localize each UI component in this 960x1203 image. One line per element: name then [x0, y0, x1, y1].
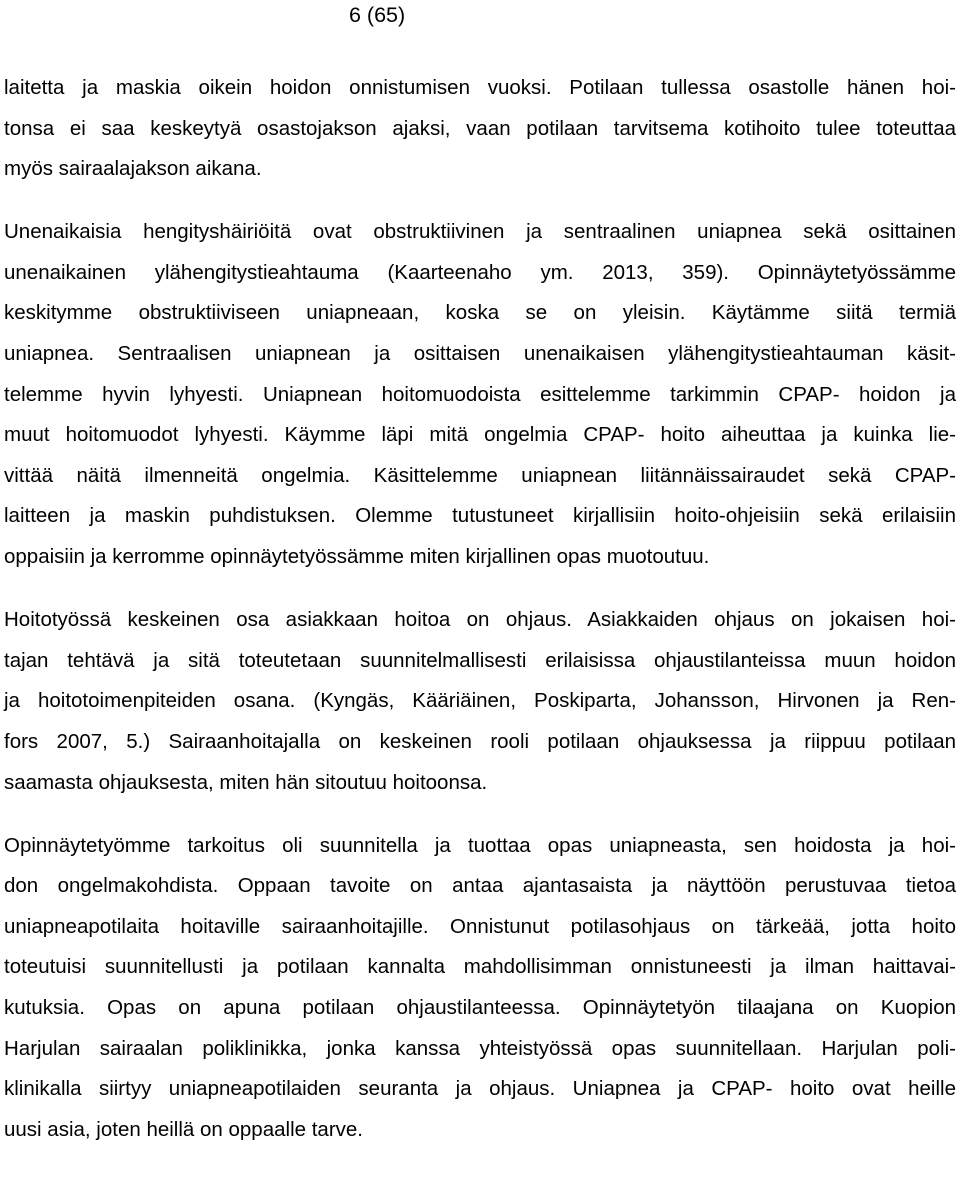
text-line: vittää näitä ilmenneitä ongelmia. Käsittelemme uniapnean liitännäissairaudet sekä CPAP- [4, 463, 956, 487]
text-line: laitetta ja maskia oikein hoidon onnistumisen vuoksi. Potilaan tullessa osastolle hänen hoi- [4, 76, 956, 99]
text-line: uniapneapotilaita hoitaville sairaanhoitajille. Onnistunut potilasohjaus on tärkeää, jotta hoito [4, 914, 956, 938]
text-line: tajan tehtävä ja sitä toteutetaan suunnitelmallisesti erilaisissa ohjaustilanteissa muun hoidon [4, 648, 956, 672]
document-body [4, 68, 956, 1150]
paragraph-1 [4, 68, 956, 190]
text-line: toteutuisi suunnitellusti ja potilaan kannalta mahdollisimman onnistuneesti ja ilman haittavai- [4, 955, 956, 979]
text-line: uusi asia, joten heillä on oppaalle tarve. [4, 1117, 363, 1141]
text-line: unenaikainen ylähengitystieahtauma (Kaarteenaho ym. 2013, 359). Opinnäytetyössämme [4, 260, 956, 284]
text-line: telemme hyvin lyhyesti. Uniapnean hoitomuodoista esittelemme tarkimmin CPAP- hoidon ja [4, 382, 956, 406]
paragraph-4 [4, 826, 956, 1151]
text-line: fors 2007, 5.) Sairaanhoitajalla on keskeinen rooli potilaan ohjauksessa ja riippuu potilaan [4, 729, 956, 753]
text-line: saamasta ohjauksesta, miten hän sitoutuu hoitoonsa. [4, 770, 488, 794]
text-line: Unenaikaisia hengityshäiriöitä ovat obstruktiivinen ja sentraalinen uniapnea sekä osittainen [4, 220, 956, 244]
text-line: laitteen ja maskin puhdistuksen. Olemme tutustuneet kirjallisiin hoito-ohjeisiin sekä erilaisiin [4, 504, 956, 528]
text-line: don ongelmakohdista. Oppaan tavoite on antaa ajantasaista ja näyttöön perustuvaa tietoa [4, 874, 956, 898]
paragraph-3 [4, 600, 956, 803]
text-line: uniapnea. Sentraalisen uniapnean ja osittaisen unenaikaisen ylähengitystieahtauman käsit- [4, 342, 956, 366]
page-number: 6 (65) [349, 3, 406, 27]
text-line: myös sairaalajakson aikana. [4, 157, 262, 181]
text-line: kutuksia. Opas on apuna potilaan ohjaustilanteessa. Opinnäytetyön tilaajana on Kuopion [4, 995, 956, 1019]
text-line: oppaisiin ja kerromme opinnäytetyössämme miten kirjallinen opas muotoutuu. [4, 545, 710, 569]
text-line: ja hoitotoimenpiteiden osana. (Kyngäs, Kääriäinen, Poskiparta, Johansson, Hirvonen ja Ren- [4, 689, 956, 713]
text-line: Opinnäytetyömme tarkoitus oli suunnitella ja tuottaa opas uniapneasta, sen hoidosta ja hoi- [4, 833, 956, 857]
paragraph-2 [4, 212, 956, 577]
text-line: klinikalla siirtyy uniapneapotilaiden seuranta ja ohjaus. Uniapnea ja CPAP- hoito ovat heille [4, 1077, 956, 1101]
text-line: keskitymme obstruktiiviseen uniapneaan, koska se on yleisin. Käytämme siitä termiä [4, 301, 956, 325]
text-line: tonsa ei saa keskeytyä osastojakson ajaksi, vaan potilaan tarvitsema kotihoito tulee toteuttaa [4, 116, 956, 140]
text-line: muut hoitomuodot lyhyesti. Käymme läpi mitä ongelmia CPAP- hoito aiheuttaa ja kuinka lie- [4, 423, 956, 447]
text-line: Hoitotyössä keskeinen osa asiakkaan hoitoa on ohjaus. Asiakkaiden ohjaus on jokaisen hoi- [4, 608, 956, 632]
text-line: Harjulan sairaalan poliklinikka, jonka kanssa yhteistyössä opas suunnitellaan. Harjulan poli- [4, 1036, 956, 1060]
